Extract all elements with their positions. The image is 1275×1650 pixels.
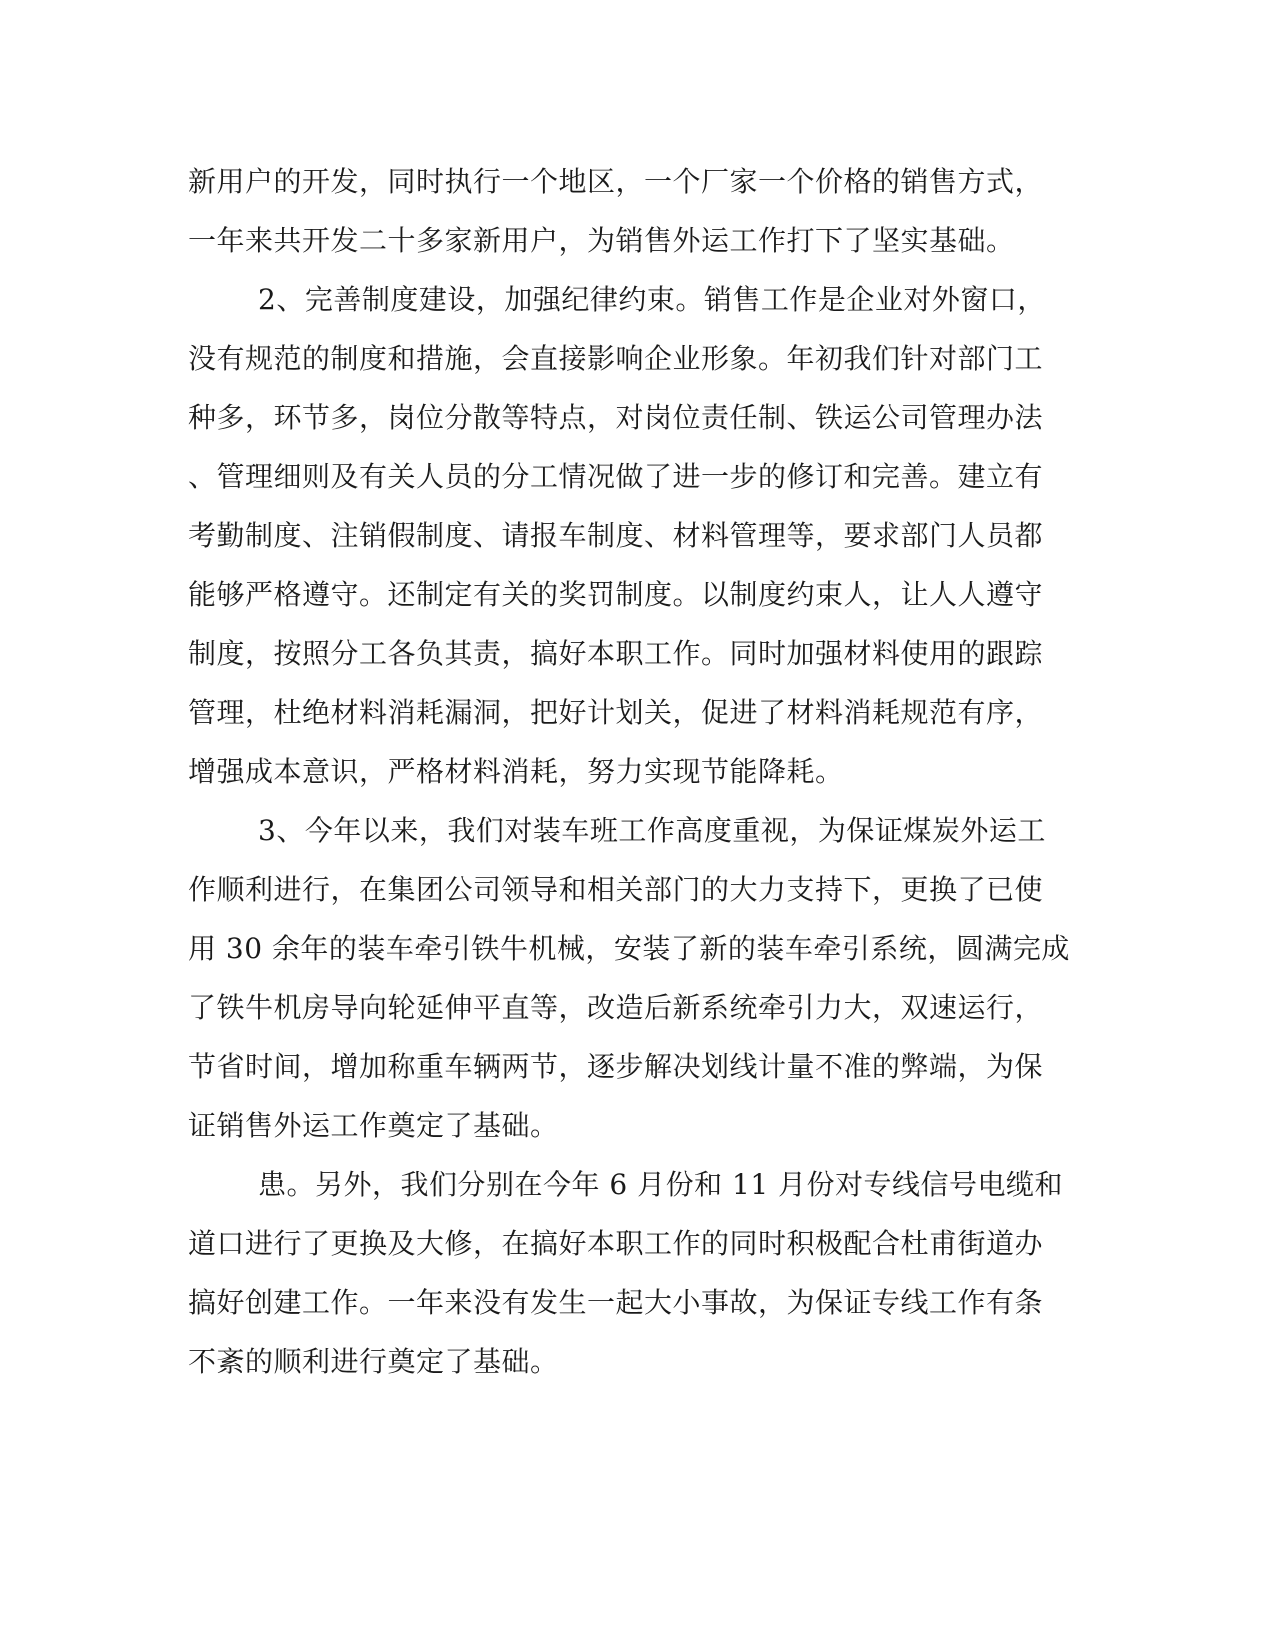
text-line: 种多，环节多，岗位分散等特点，对岗位责任制、铁运公司管理办法 [188, 401, 1044, 434]
text-line: 证销售外运工作奠定了基础。 [188, 1109, 559, 1142]
paragraph-2-start: 2、完善制度建设，加强纪律约束。销售工作是企业对外窗口， [258, 283, 1046, 316]
text-line: 一年来共开发二十多家新用户，为销售外运工作打下了坚实基础。 [188, 224, 1015, 257]
text-line: 增强成本意识，严格材料消耗，努力实现节能降耗。 [188, 755, 844, 788]
text-line: 没有规范的制度和措施，会直接影响企业形象。年初我们针对部门工 [188, 342, 1044, 375]
paragraph-3-start: 3、今年以来，我们对装车班工作高度重视，为保证煤炭外运工 [258, 814, 1046, 847]
text-line: 作顺利进行，在集团公司领导和相关部门的大力支持下，更换了已使 [188, 873, 1044, 906]
text-line: 搞好创建工作。一年来没有发生一起大小事故，为保证专线工作有条 [188, 1286, 1044, 1319]
text-line: 制度，按照分工各负其责，搞好本职工作。同时加强材料使用的跟踪 [188, 637, 1044, 670]
text-line: 了铁牛机房导向轮延伸平直等，改造后新系统牵引力大，双速运行， [188, 991, 1044, 1024]
text-line: 道口进行了更换及大修，在搞好本职工作的同时积极配合杜甫街道办 [188, 1227, 1044, 1260]
text-line: 节省时间，增加称重车辆两节，逐步解决划线计量不准的弊端，为保 [188, 1050, 1044, 1083]
paragraph-4-start: 患。另外，我们分别在今年 6 月份和 11 月份对专线信号电缆和 [258, 1168, 1064, 1201]
text-line: 不紊的顺利进行奠定了基础。 [188, 1345, 559, 1378]
text-line: 考勤制度、注销假制度、请报车制度、材料管理等，要求部门人员都 [188, 519, 1044, 552]
text-line: 新用户的开发，同时执行一个地区，一个厂家一个价格的销售方式， [188, 165, 1044, 198]
text-line: 用 30 余年的装车牵引铁牛机械，安装了新的装车牵引系统，圆满完成 [188, 932, 1070, 965]
text-line: 管理，杜绝材料消耗漏洞，把好计划关，促进了材料消耗规范有序， [188, 696, 1044, 729]
text-line: 能够严格遵守。还制定有关的奖罚制度。以制度约束人，让人人遵守 [188, 578, 1044, 611]
text-line: 、管理细则及有关人员的分工情况做了进一步的修订和完善。建立有 [188, 460, 1044, 493]
